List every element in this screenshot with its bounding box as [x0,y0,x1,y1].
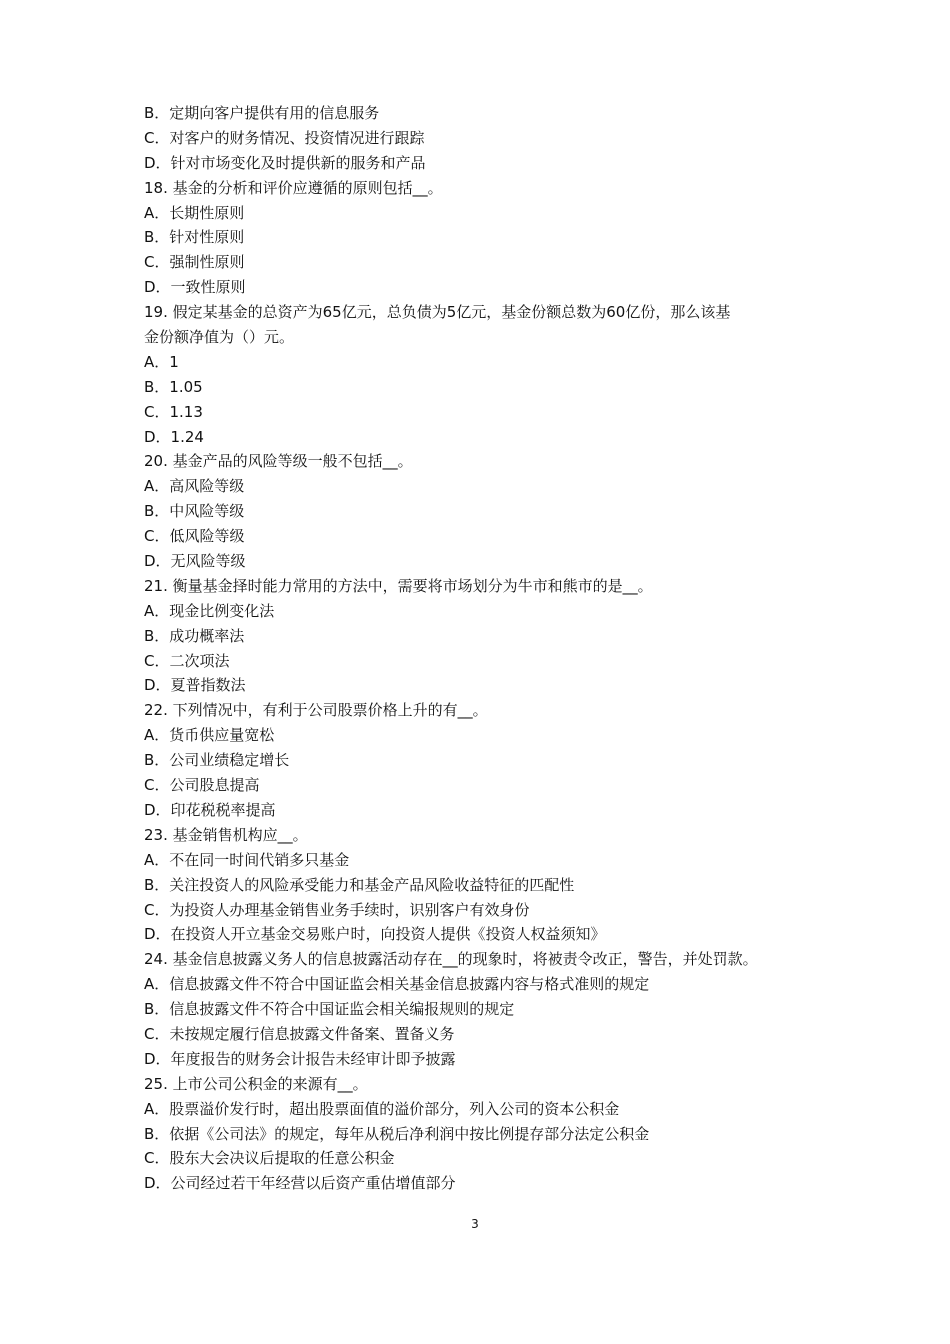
text-line: C．对客户的财务情况、投资情况进行跟踪 [144,128,425,147]
text-line: B．针对性原则 [144,228,245,247]
text-line: 18. 基金的分析和评价应遵循的原则包括__。 [144,178,443,197]
text-line: B．关注投资人的风险承受能力和基金产品风险收益特征的匹配性 [144,875,575,894]
text-line: C．强制性原则 [144,253,245,272]
text-line: A．不在同一时间代销多只基金 [144,850,350,869]
text-line: A．1 [144,352,179,371]
text-line: D．针对市场变化及时提供新的服务和产品 [144,153,426,172]
text-line: B．成功概率法 [144,626,245,645]
page-number: 3 [471,1217,479,1231]
text-line: B．信息披露文件不符合中国证监会相关编报规则的规定 [144,1000,515,1019]
text-line: A．长期性原则 [144,203,245,222]
text-line: B．公司业绩稳定增长 [144,751,290,770]
text-line: C．公司股息提高 [144,776,260,795]
text-line: D．一致性原则 [144,278,246,297]
text-line: 21. 衡量基金择时能力常用的方法中，需要将市场划分为牛市和熊市的是__。 [144,576,653,595]
text-line: C．1.13 [144,402,203,421]
text-line: 25. 上市公司公积金的来源有__。 [144,1074,368,1093]
text-line: 23. 基金销售机构应__。 [144,825,308,844]
text-line: C．未按规定履行信息披露文件备案、置备义务 [144,1024,455,1043]
text-line: B．1.05 [144,377,203,396]
text-line: B．依据《公司法》的规定，每年从税后净利润中按比例提存部分法定公积金 [144,1124,650,1143]
text-line: A．信息披露文件不符合中国证监会相关基金信息披露内容与格式准则的规定 [144,975,650,994]
text-line: 20. 基金产品的风险等级一般不包括__。 [144,452,413,471]
text-line: A．股票溢价发行时，超出股票面值的溢价部分，列入公司的资本公积金 [144,1099,620,1118]
text-line: B．定期向客户提供有用的信息服务 [144,104,380,122]
text-line: D．1.24 [144,427,204,446]
text-line: 19. 假定某基金的总资产为65亿元，总负债为5亿元，基金份额总数为60亿份，那么该基 [144,303,731,322]
text-line: C．二次项法 [144,651,230,670]
text-line: B．中风险等级 [144,502,245,521]
text-line: D．无风险等级 [144,552,246,571]
text-line: 金份额净值为（）元。 [144,328,295,347]
text-line: D．夏普指数法 [144,676,246,695]
text-line: 24. 基金信息披露义务人的信息披露活动存在__的现象时，将被责令改正，警告，并处罚款。 [144,950,758,969]
text-line: A．现金比例变化法 [144,601,275,620]
text-line: D．在投资人开立基金交易账户时，向投资人提供《投资人权益须知》 [144,925,606,944]
text-line: 22. 下列情况中，有利于公司股票价格上升的有__。 [144,701,488,720]
question-text-block [144,101,824,1196]
text-line: A．高风险等级 [144,477,245,496]
text-line: A．货币供应量宽松 [144,726,275,745]
text-line: C．股东大会决议后提取的任意公积金 [144,1149,395,1168]
text-line: C．为投资人办理基金销售业务手续时，识别客户有效身份 [144,900,530,919]
text-line: C．低风险等级 [144,527,245,546]
text-line: D．公司经过若干年经营以后资产重估增值部分 [144,1174,456,1193]
text-line: D．年度报告的财务会计报告未经审计即予披露 [144,1049,456,1068]
text-line: D．印花税税率提高 [144,800,276,819]
